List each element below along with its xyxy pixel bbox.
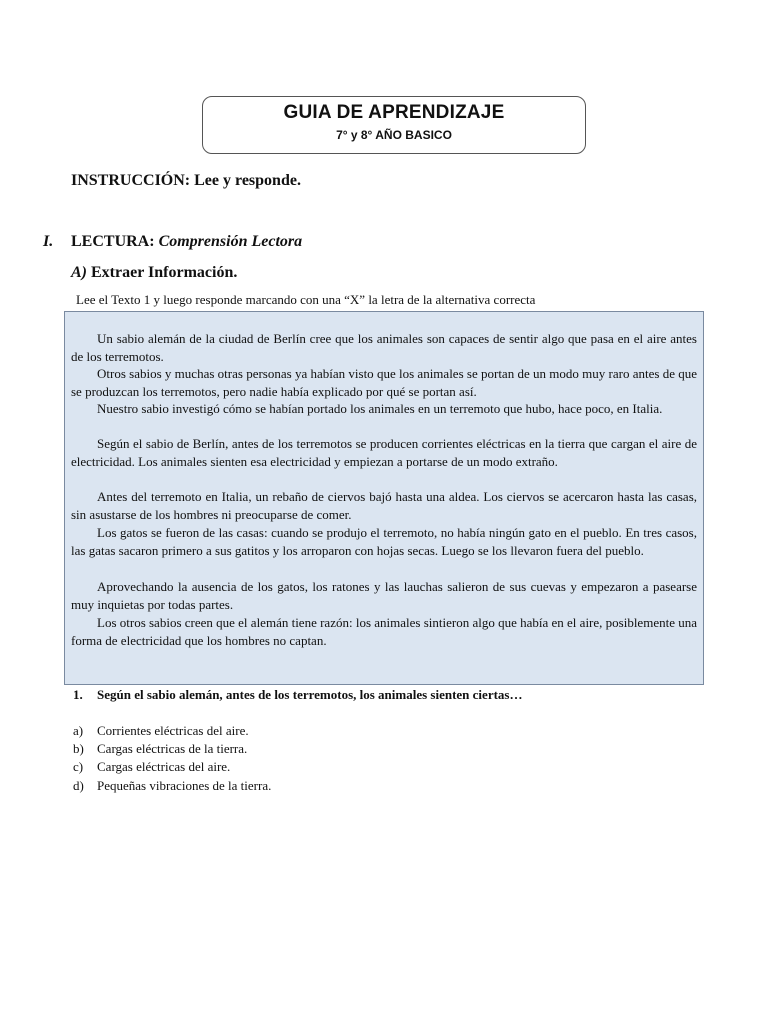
reading-text-box bbox=[64, 311, 704, 685]
subsection-letter: A) bbox=[71, 264, 87, 281]
reading-paragraph: Según el sabio de Berlín, antes de los terremotos se producen corrientes eléctricas en la tierra que cargan el aire de electricidad. Los animales sienten esa electricidad y empiezan a portarse de un modo extraño. bbox=[71, 436, 697, 469]
option-letter: a) bbox=[73, 723, 84, 738]
option-letter: b) bbox=[73, 741, 84, 757]
option-letter: d) bbox=[73, 777, 84, 793]
subsection-heading bbox=[71, 264, 237, 282]
reading-instruction: Lee el Texto 1 y luego responde marcando con una “X” la letra de la alternativa correcta bbox=[76, 292, 536, 307]
section-title bbox=[71, 233, 302, 251]
option-c[interactable] bbox=[73, 758, 271, 776]
title-box bbox=[202, 96, 586, 154]
option-text: Pequeñas vibraciones de la tierra. bbox=[97, 777, 272, 793]
page-subtitle: 7° y 8° AÑO BASICO bbox=[336, 128, 452, 142]
reading-paragraph: Aprovechando la ausencia de los gatos, los ratones y las lauchas salieron de sus cuevas y empezaron a pasearse muy inquietas por todas partes. bbox=[71, 579, 697, 612]
section-number: I. bbox=[43, 233, 54, 250]
reading-paragraph: Los gatos se fueron de las casas: cuando se produjo el terremoto, no había ningún gato en el pueblo. En tres casos, las gatas sacaron primero a sus gatitos y los arroparon con hojas secas. Luego se los llevaron fuera del pueblo. bbox=[71, 525, 697, 558]
option-text: Cargas eléctricas del aire. bbox=[97, 759, 231, 775]
option-text: Cargas eléctricas de la tierra. bbox=[97, 741, 248, 757]
section-label: LECTURA: bbox=[71, 233, 155, 250]
answer-options bbox=[73, 722, 271, 795]
question-number: 1. bbox=[73, 687, 83, 702]
question-1 bbox=[73, 687, 522, 703]
section-label-italic: Comprensión Lectora bbox=[158, 233, 303, 250]
option-text: Corrientes eléctricas del aire. bbox=[97, 723, 249, 738]
question-text: Según el sabio alemán, antes de los terremotos, los animales sienten ciertas… bbox=[97, 687, 523, 702]
instruction-text: INSTRUCCIÓN: Lee y responde. bbox=[71, 172, 301, 189]
option-d[interactable] bbox=[73, 777, 271, 795]
reading-paragraph: Nuestro sabio investigó cómo se habían portado los animales en un terremoto que hubo, hace poco, en Italia. bbox=[97, 401, 663, 416]
reading-paragraph: Antes del terremoto en Italia, un rebaño de ciervos bajó hasta una aldea. Los ciervos se acercaron hasta las casas, sin asustarse de los hombres ni preocuparse de comer. bbox=[71, 489, 697, 522]
option-b[interactable] bbox=[73, 740, 271, 758]
reading-paragraph: Otros sabios y muchas otras personas ya habían visto que los animales se portan de un modo muy raro antes de que se produzcan los terremotos, pero nadie había explicado por qué se portan así. bbox=[71, 366, 697, 399]
subsection-label: Extraer Información. bbox=[91, 264, 238, 281]
reading-paragraph: Los otros sabios creen que el alemán tiene razón: los animales sintieron algo que había en el aire, posiblemente una forma de electricidad que los hombres no captan. bbox=[71, 615, 697, 648]
reading-paragraph: Un sabio alemán de la ciudad de Berlín cree que los animales son capaces de sentir algo que pasa en el aire antes de los terremotos. bbox=[71, 331, 697, 364]
page-title: GUIA DE APRENDIZAJE bbox=[283, 102, 505, 123]
option-a[interactable] bbox=[73, 722, 271, 740]
option-letter: c) bbox=[73, 759, 84, 775]
